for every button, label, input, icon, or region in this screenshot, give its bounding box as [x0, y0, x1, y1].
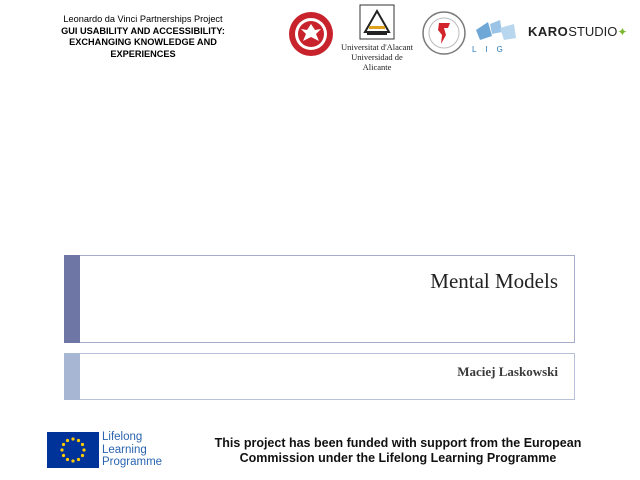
- karo-studio-logo: [528, 24, 627, 39]
- title-block: [64, 255, 575, 343]
- lig-caption: LIG: [472, 45, 512, 54]
- eu-flag-icon: [47, 432, 99, 473]
- author-accent-bar: [64, 353, 80, 400]
- univ-line-1: Universitat d'Alacant: [340, 42, 414, 52]
- karo-label: KARO: [528, 24, 569, 39]
- university-alicante-logo: [359, 4, 395, 40]
- funding-line-2: Commission under the Lifelong Learning Programme: [239, 451, 557, 465]
- univ-line-2: Universidad de Alicante: [351, 52, 403, 72]
- gui-line: GUI USABILITY AND ACCESSIBILITY:: [61, 25, 225, 36]
- llp-logo-text: [102, 431, 162, 469]
- project-header: [36, 14, 250, 60]
- university-fourier-seal-logo: [422, 11, 466, 55]
- university-alicante-caption: [340, 42, 414, 72]
- title-accent-bar: [64, 255, 80, 343]
- author-block: [64, 353, 575, 400]
- red-eagle-seal-logo: [288, 11, 334, 57]
- project-line: Leonardo da Vinci Partnerships Project: [63, 14, 223, 24]
- funding-line-1: This project has been funded with support from the European: [214, 436, 582, 450]
- exchange-line: EXCHANGING KNOWLEDGE AND EXPERIENCES: [69, 37, 217, 59]
- slide-author: Maciej Laskowski: [457, 364, 558, 379]
- studio-label: STUDIO: [568, 24, 618, 39]
- llp-line-2: Learning: [102, 443, 147, 456]
- llp-line-3: Programme: [102, 456, 163, 468]
- llp-line-1: Lifelong: [102, 431, 143, 443]
- lig-logo: [474, 18, 518, 44]
- leaf-icon: ✦: [617, 25, 628, 39]
- slide-title: Mental Models: [430, 269, 558, 293]
- funding-notice: [198, 436, 598, 466]
